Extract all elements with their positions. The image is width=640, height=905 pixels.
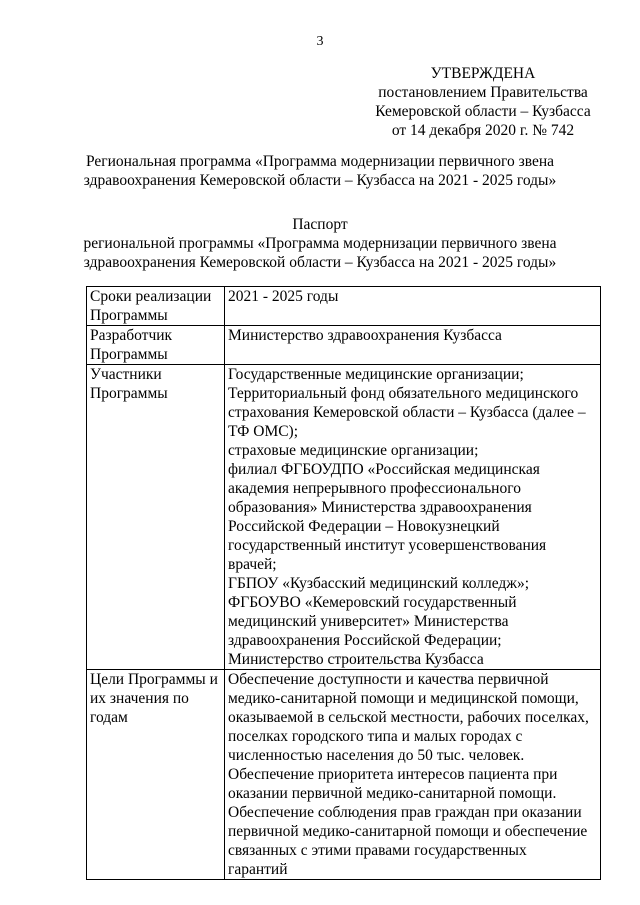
row-label-cell: [87, 287, 225, 326]
row-value-line: численностью населения до 50 тыс. человек.: [228, 747, 525, 764]
row-label-line: Цели Программы и: [90, 671, 218, 688]
row-value-line: ФГБОУВО «Кемеровский государственный: [228, 594, 517, 611]
row-value-line: страховые медицинские организации;: [228, 442, 479, 459]
table-row: [87, 670, 601, 880]
table-row: [87, 326, 601, 365]
passport-title-line: региональной программы «Программа модернизации первичного звена: [83, 235, 557, 252]
row-value-line: Российской Федерации – Новокузнецкий: [228, 518, 500, 535]
row-label-line: Участники: [90, 366, 162, 383]
row-value-line: академия непрерывного профессионального: [228, 480, 521, 497]
row-value-line: Обеспечение приоритета интересов пациента при: [228, 766, 558, 783]
row-value-line: гарантий: [228, 861, 288, 878]
row-label-line: годам: [90, 709, 128, 726]
approval-line: от 14 декабря 2020 г. № 742: [391, 122, 575, 139]
row-value-line: связанных с этими правами государственных: [228, 842, 527, 859]
row-value-line: 2021 - 2025 годы: [228, 288, 339, 305]
program-title-line: Региональная программа «Программа модернизации первичного звена: [85, 153, 555, 170]
row-value-line: Государственные медицинские организации;: [228, 366, 524, 383]
passport-table-body: [87, 287, 601, 880]
approval-block: [357, 64, 609, 140]
row-value-line: ТФ ОМС);: [228, 423, 299, 440]
row-label-line: Сроки реализации: [90, 288, 212, 305]
approval-line: постановлением Правительства: [378, 84, 588, 101]
row-value-line: ГБПОУ «Кузбасский медицинский колледж»;: [228, 575, 530, 592]
row-label-line: Программы: [90, 346, 168, 363]
row-value-line: Министерство строительства Кузбасса: [228, 651, 484, 668]
row-label-line: Программы: [90, 385, 168, 402]
passport-heading: Паспорт: [292, 216, 348, 233]
row-value-cell: [225, 670, 601, 880]
program-title-line: здравоохранения Кемеровской области – Кузбасса на 2021 - 2025 годы»: [83, 172, 557, 189]
row-label-cell: [87, 670, 225, 880]
row-value-line: образования» Министерства здравоохранения: [228, 499, 532, 516]
passport-title-line: здравоохранения Кемеровской области – Кузбасса на 2021 - 2025 годы»: [83, 254, 557, 271]
row-value-line: врачей;: [228, 556, 277, 573]
row-value-line: Министерство здравоохранения Кузбасса: [228, 327, 502, 344]
row-value-line: Территориальный фонд обязательного медицинского: [228, 385, 579, 402]
row-value-line: Обеспечение соблюдения прав граждан при оказании: [228, 804, 582, 821]
row-label-line: Разработчик: [90, 327, 173, 344]
row-value-line: государственный институт усовершенствования: [228, 537, 547, 554]
passport-table: [86, 286, 601, 880]
row-value-cell: [225, 365, 601, 670]
row-value-line: здравоохранения Российской Федерации;: [228, 632, 502, 649]
row-value-line: поселках городского типа и малых городах с: [228, 728, 523, 745]
table-row: [87, 365, 601, 670]
row-value-line: первичной медико-санитарной помощи и обеспечение: [228, 823, 588, 840]
approval-line: Кемеровской области – Кузбасса: [375, 103, 591, 120]
row-value-line: страхования Кемеровской области – Кузбасса (далее –: [228, 404, 586, 421]
row-value-line: медико-санитарной помощи и медицинской помощи,: [228, 690, 579, 707]
row-label-line: Программы: [90, 307, 168, 324]
row-label-cell: [87, 365, 225, 670]
row-value-line: Обеспечение доступности и качества первичной: [228, 671, 549, 688]
table-row: [87, 287, 601, 326]
row-value-line: оказываемой в сельской местности, рабочих поселках,: [228, 709, 589, 726]
row-label-line: их значения по: [90, 690, 189, 707]
program-title: [70, 152, 570, 190]
row-value-cell: [225, 326, 601, 365]
row-value-cell: [225, 287, 601, 326]
row-label-cell: [87, 326, 225, 365]
passport-title: [70, 215, 570, 272]
row-value-line: филиал ФГБОУДПО «Российская медицинская: [228, 461, 540, 478]
row-value-line: оказании первичной медико-санитарной помощи.: [228, 785, 557, 802]
approval-title: УТВЕРЖДЕНА: [430, 65, 536, 82]
row-value-line: медицинский университет» Министерства: [228, 613, 509, 630]
page-number: 3: [316, 34, 324, 49]
